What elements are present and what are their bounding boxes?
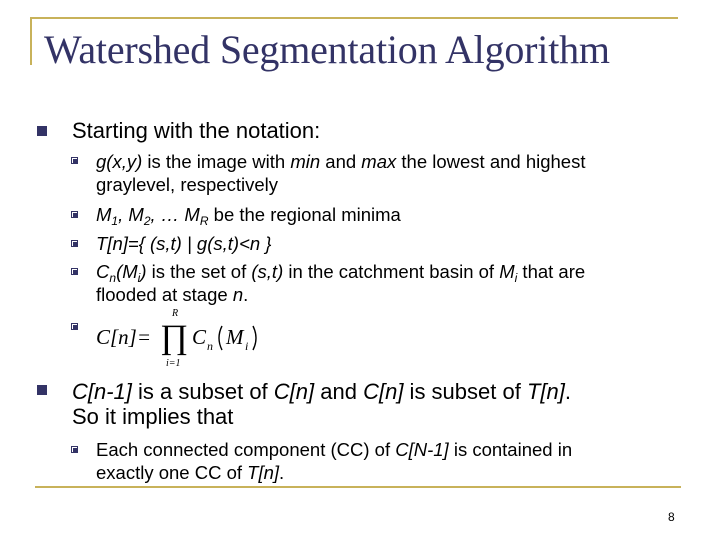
- bullet-square-icon: [37, 126, 47, 136]
- decorative-left-rule: [30, 17, 32, 65]
- formula-lhs: C[n]=: [96, 325, 152, 349]
- sub-bullet-text: Each connected component (CC) of C[N-1] is contained in exactly one CC of T[n].: [96, 439, 573, 483]
- formula-upper-limit: R: [172, 308, 179, 319]
- sub-bullet-text: g(x,y) is the image with min and max the lowest and highest graylevel, respectively: [96, 151, 586, 195]
- formula-left-paren: [219, 326, 222, 350]
- formula-lower-limit: i=1: [166, 358, 181, 369]
- sub-bullet-icon: [71, 446, 78, 453]
- sub-bullet-icon: [71, 268, 78, 275]
- slide-title: Watershed Segmentation Algorithm: [44, 27, 610, 72]
- sub-bullet-icon: [71, 240, 78, 247]
- sub-bullet-text: T[n]={ (s,t) | g(s,t)<n }: [96, 233, 272, 254]
- sub-bullet-icon: [71, 157, 78, 164]
- decorative-top-rule: [30, 17, 678, 19]
- formula-right-paren: [253, 326, 256, 350]
- formula-rhs-arg-subscript: i: [245, 339, 249, 353]
- bullet-text: C[n-1] is a subset of C[n] and C[n] is subset of T[n]. So it implies that: [72, 379, 571, 429]
- bullet-square-icon: [37, 385, 47, 395]
- formula-product-operator: ∏: [160, 319, 188, 356]
- formula-rhs-c: C: [192, 325, 207, 349]
- decorative-bottom-rule: [35, 486, 681, 488]
- sub-bullet-icon: [71, 211, 78, 218]
- sub-bullet-text: $C_n(M_i)$ is the set of (s,t) in the catchment basin of $M_i$ that are flooded at stage n.: [96, 261, 586, 305]
- page-number: 8: [668, 510, 675, 524]
- catchment-union-formula: [96, 300, 276, 370]
- sub-bullet-icon: [71, 323, 78, 330]
- bullet-text: Starting with the notation:: [72, 118, 321, 143]
- formula-rhs-subscript: n: [207, 339, 213, 353]
- formula-rhs-arg: M: [226, 325, 244, 349]
- sub-bullet-text: $M_1$, $M_2$, … $M_R$ be the regional minima: [96, 204, 401, 228]
